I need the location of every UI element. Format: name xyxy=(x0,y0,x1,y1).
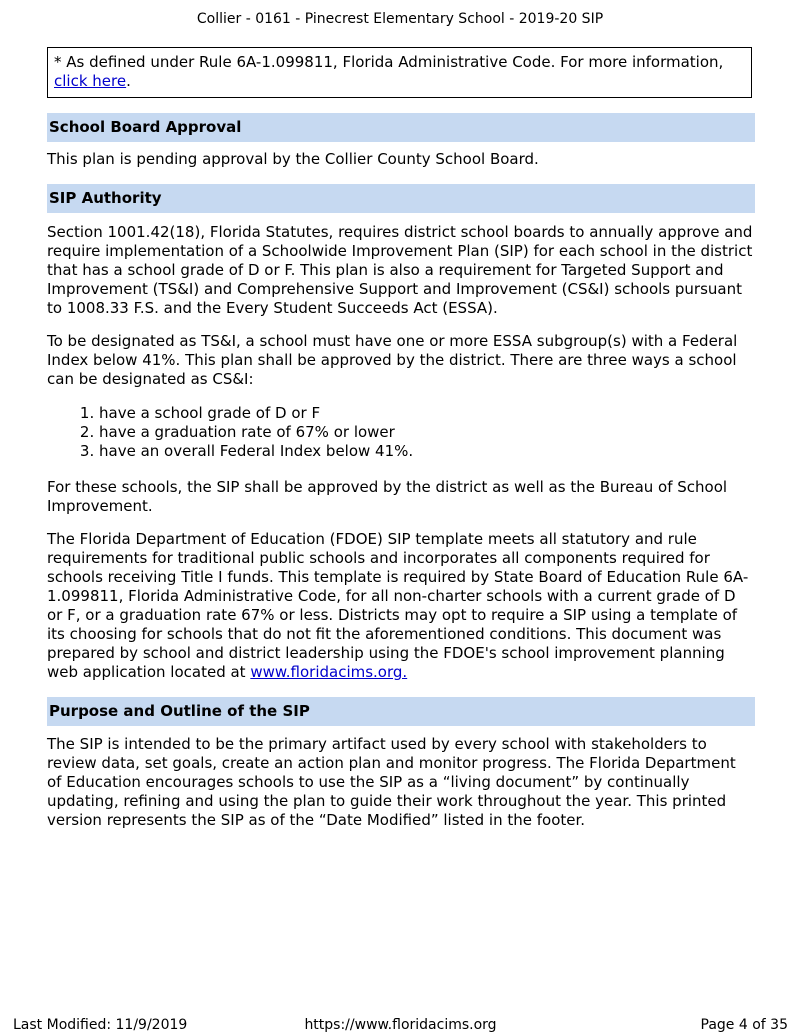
csi-criteria-list xyxy=(47,404,754,461)
section-heading-sip-authority: SIP Authority xyxy=(47,184,755,213)
authority-paragraph-4-text: The Florida Department of Education (FDOE) SIP template meets all statutory and rule requirements for traditional public schools and incorporates all components required for schools receiving Title I funds. This template is required by State Board of Education Rule 6A-1.099811, Florida Administrative Code, for all non-charter schools with a current grade of D or F, or a graduation rate 67% or less. Districts may opt to require a SIP using a template of its choosing for schools that do not fit the aforementioned conditions. This document was prepared by school and district leadership using the FDOE's school improvement planning web application located at xyxy=(47,530,749,681)
section-heading-purpose-and-outline: Purpose and Outline of the SIP xyxy=(47,697,755,726)
authority-paragraph-4 xyxy=(47,530,754,682)
footer-url: https://www.floridacims.org xyxy=(304,1017,497,1033)
authority-paragraph-1: Section 1001.42(18), Florida Statutes, requires district school boards to annually approve and require implementation of a Schoolwide Improvement Plan (SIP) for each school in the district that has a school grade of D or F. This plan is also a requirement for Targeted Support and Improvement (TS&I) and Comprehensive Support and Improvement (CS&I) schools pursuant to 1008.33 F.S. and the Every Student Succeeds Act (ESSA). xyxy=(47,223,753,317)
list-item: 1. have a school grade of D or F xyxy=(99,404,754,423)
document-body xyxy=(47,47,754,830)
section-heading-school-board-approval: School Board Approval xyxy=(47,113,755,142)
rule-note-tail: . xyxy=(126,72,131,90)
list-item: 3. have an overall Federal Index below 41%. xyxy=(99,442,754,461)
rule-note-text: * As defined under Rule 6A-1.099811, Florida Administrative Code. For more information, xyxy=(54,53,724,71)
list-item: 2. have a graduation rate of 67% or lower xyxy=(99,423,754,442)
last-modified: Last Modified: 11/9/2019 xyxy=(13,1017,188,1033)
rule-note-box xyxy=(47,47,752,98)
authority-paragraph-3: For these schools, the SIP shall be approved by the district as well as the Bureau of School Improvement. xyxy=(47,478,728,515)
authority-paragraph-2: To be designated as TS&I, a school must have one or more ESSA subgroup(s) with a Federal Index below 41%. This plan shall be approved by the district. There are three ways a school can be designated as CS&I: xyxy=(47,332,738,388)
page-number: Page 4 of 35 xyxy=(700,1017,788,1033)
click-here-link[interactable]: click here xyxy=(54,72,127,90)
page-header: Collier - 0161 - Pinecrest Elementary School - 2019-20 SIP xyxy=(196,11,604,27)
purpose-text: The SIP is intended to be the primary artifact used by every school with stakeholders to review data, set goals, create an action plan and monitor progress. The Florida Department of Education encourages schools to use the SIP as a “living document” by continually updating, refining and using the plan to guide their work throughout the year. This printed version represents the SIP as of the “Date Modified” listed in the footer. xyxy=(47,735,736,829)
floridacims-link[interactable]: www.floridacims.org. xyxy=(250,663,408,681)
approval-text: This plan is pending approval by the Collier County School Board. xyxy=(47,150,539,168)
